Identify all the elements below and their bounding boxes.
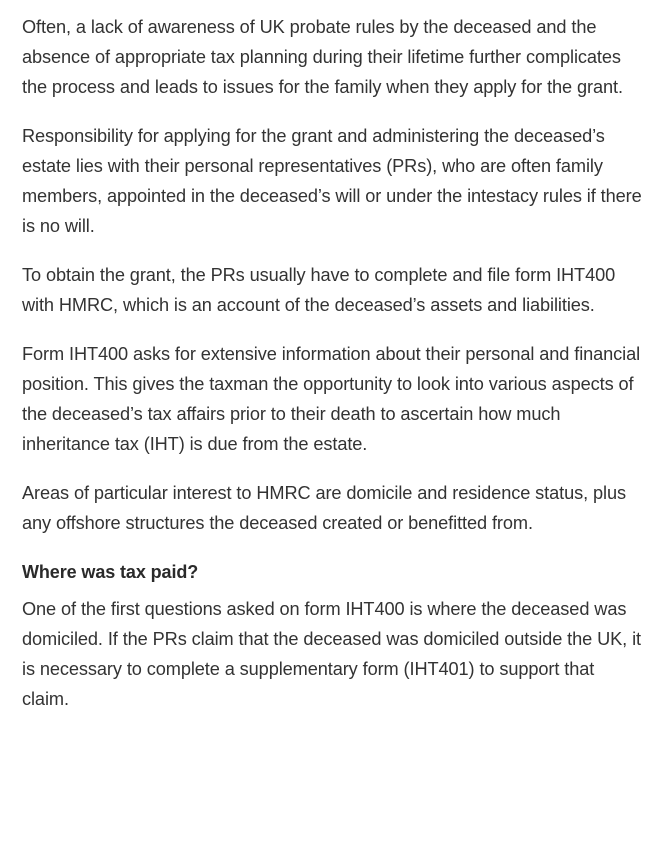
paragraph-domicile: One of the first questions asked on form IHT400 is where the deceased was domiciled. If the PRs claim that the deceased was domiciled outside the UK, it is necessary to complete a supplementary form (IHT401) to support that claim. [22,599,641,709]
paragraph-probate-awareness: Often, a lack of awareness of UK probate rules by the deceased and the absence of appropriate tax planning during their lifetime further complicates the process and leads to issues for the family when they apply for the grant. [22,17,623,97]
paragraph-iht400-information: Form IHT400 asks for extensive information about their personal and financial position. This gives the taxman the opportunity to look into various aspects of the deceased’s tax affairs prior to their death to ascertain how much inheritance tax (IHT) is due from the estate. [22,344,641,454]
paragraph-iht400-filing: To obtain the grant, the PRs usually have to complete and file form IHT400 with HMRC, which is an account of the deceased’s assets and liabilities. [22,265,616,315]
article-body [22,12,642,733]
paragraph-hmrc-interest: Areas of particular interest to HMRC are domicile and residence status, plus any offshore structures the deceased created or benefitted from. [22,483,626,533]
subheading-where-tax-paid: Where was tax paid? [22,562,199,582]
paragraph-personal-representatives: Responsibility for applying for the grant and administering the deceased’s estate lies with their personal representatives (PRs), who are often family members, appointed in the deceased’s will or under the intestacy rules if there is no will. [22,126,642,236]
